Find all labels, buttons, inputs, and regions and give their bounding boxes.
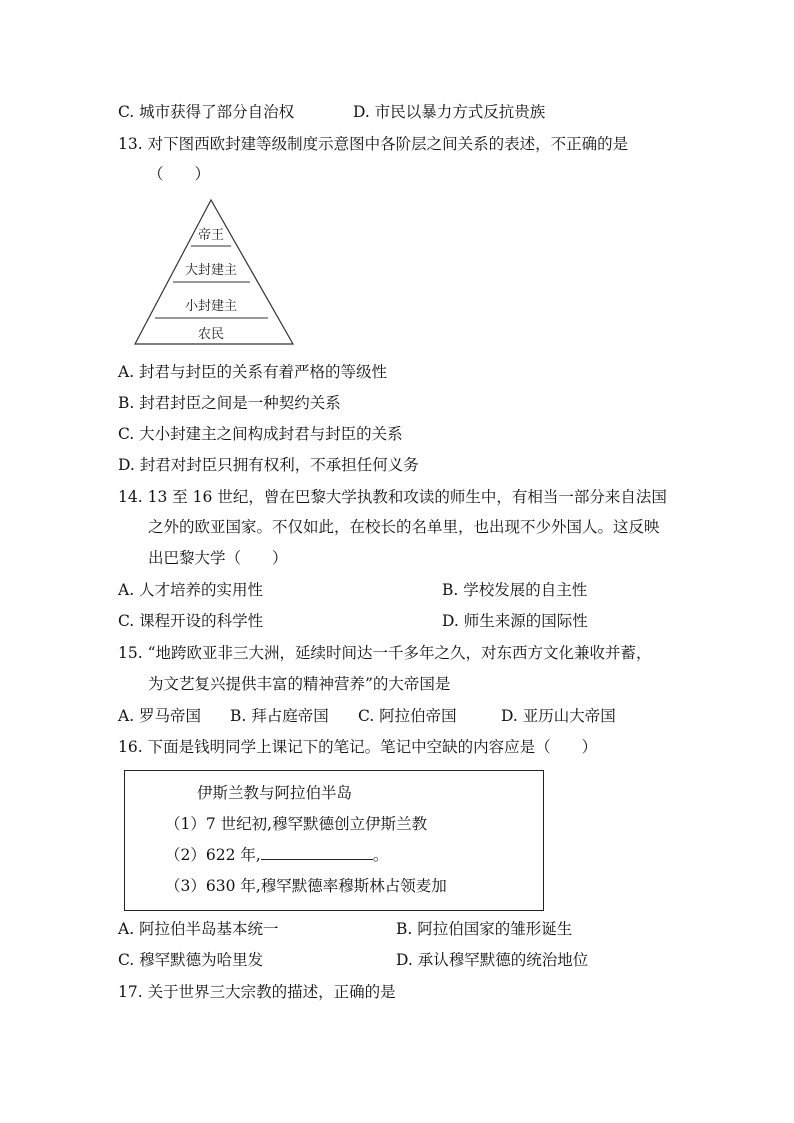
pyramid-level-great-lords: 大封建主	[184, 263, 238, 278]
question-17-number: 17.	[118, 983, 143, 1001]
question-15-number: 15.	[118, 644, 143, 662]
note-item-2	[165, 845, 388, 865]
question-14-stem-line-1	[118, 487, 667, 507]
question-13-number: 13.	[118, 135, 143, 153]
question-15-option-a: A. 罗马帝国	[118, 707, 202, 725]
question-14-text-1: 13 至 16 世纪，曾在巴黎大学执教和攻读的师生中，有相当一部分来自法国	[147, 488, 667, 506]
question-13-option-d: D. 封君对封臣只拥有权利，不承担任何义务	[118, 456, 419, 474]
note-title: 伊斯兰教与阿拉伯半岛	[197, 784, 353, 802]
student-note-box	[124, 770, 544, 911]
question-15-text-1: “地跨欧亚非三大洲，延续时间达一千多年之久，对东西方文化兼收并蓄，	[147, 644, 652, 662]
question-16-option-b: B. 阿拉伯国家的雏形诞生	[396, 920, 573, 938]
note-item-1: （1）7 世纪初,穆罕默德创立伊斯兰教	[165, 815, 428, 833]
note-blank	[261, 845, 373, 860]
question-15-option-c: C. 阿拉伯帝国	[358, 707, 457, 725]
question-14-option-d: D. 师生来源的国际性	[442, 612, 588, 630]
pyramid-level-emperor: 帝王	[197, 228, 225, 243]
prev-option-d: D. 市民以暴力方式反抗贵族	[353, 103, 546, 121]
question-16-number: 16.	[118, 738, 143, 756]
question-14-stem-line-3: 出巴黎大学（ ）	[148, 549, 288, 567]
pyramid-level-small-lords: 小封建主	[184, 299, 238, 314]
question-16-option-d: D. 承认穆罕默德的统治地位	[396, 951, 589, 969]
question-13-option-b: B. 封君封臣之间是一种契约关系	[118, 394, 341, 412]
note-item-2-suffix: 。	[372, 846, 389, 864]
question-13-stem	[118, 134, 628, 154]
question-13-option-a: A. 封君与封臣的关系有着严格的等级性	[118, 363, 388, 381]
question-13-option-c: C. 大小封建主之间构成封君与封臣的关系	[118, 425, 403, 443]
question-16-option-a: A. 阿拉伯半岛基本统一	[118, 920, 279, 938]
question-15-option-b: B. 拜占庭帝国	[230, 707, 329, 725]
question-15-option-d: D. 亚历山大帝国	[501, 707, 616, 725]
pyramid-level-peasants: 农民	[197, 327, 225, 342]
question-15-stem-line-1	[118, 643, 652, 663]
question-14-option-a: A. 人才培养的实用性	[118, 581, 264, 599]
note-item-2-prefix: （2）622 年,	[165, 846, 261, 864]
question-13-text: 对下图西欧封建等级制度示意图中各阶层之间关系的表述，不正确的是	[147, 135, 629, 153]
question-14-number: 14.	[118, 488, 143, 506]
question-15-stem-line-2: 为文艺复兴提供丰富的精神营养”的大帝国是	[148, 675, 451, 693]
question-14-stem-line-2: 之外的欧亚国家。不仅如此，在校长的名单里，也出现不少外国人。这反映	[148, 518, 660, 536]
feudal-hierarchy-pyramid	[133, 198, 295, 346]
question-16-stem	[118, 737, 597, 757]
question-16-text: 下面是钱明同学上课记下的笔记。笔记中空缺的内容应是（ ）	[147, 738, 598, 756]
question-14-option-b: B. 学校发展的自主性	[442, 581, 588, 599]
question-16-option-c: C. 穆罕默德为哈里发	[118, 951, 264, 969]
question-17-stem	[118, 982, 396, 1002]
question-13-paren: （ ）	[148, 165, 211, 183]
question-17-text: 关于世界三大宗教的描述，正确的是	[147, 983, 396, 1001]
question-14-option-c: C. 课程开设的科学性	[118, 612, 264, 630]
note-item-3: （3）630 年,穆罕默德率穆斯林占领麦加	[165, 877, 447, 895]
prev-option-c: C. 城市获得了部分自治权	[118, 103, 295, 121]
